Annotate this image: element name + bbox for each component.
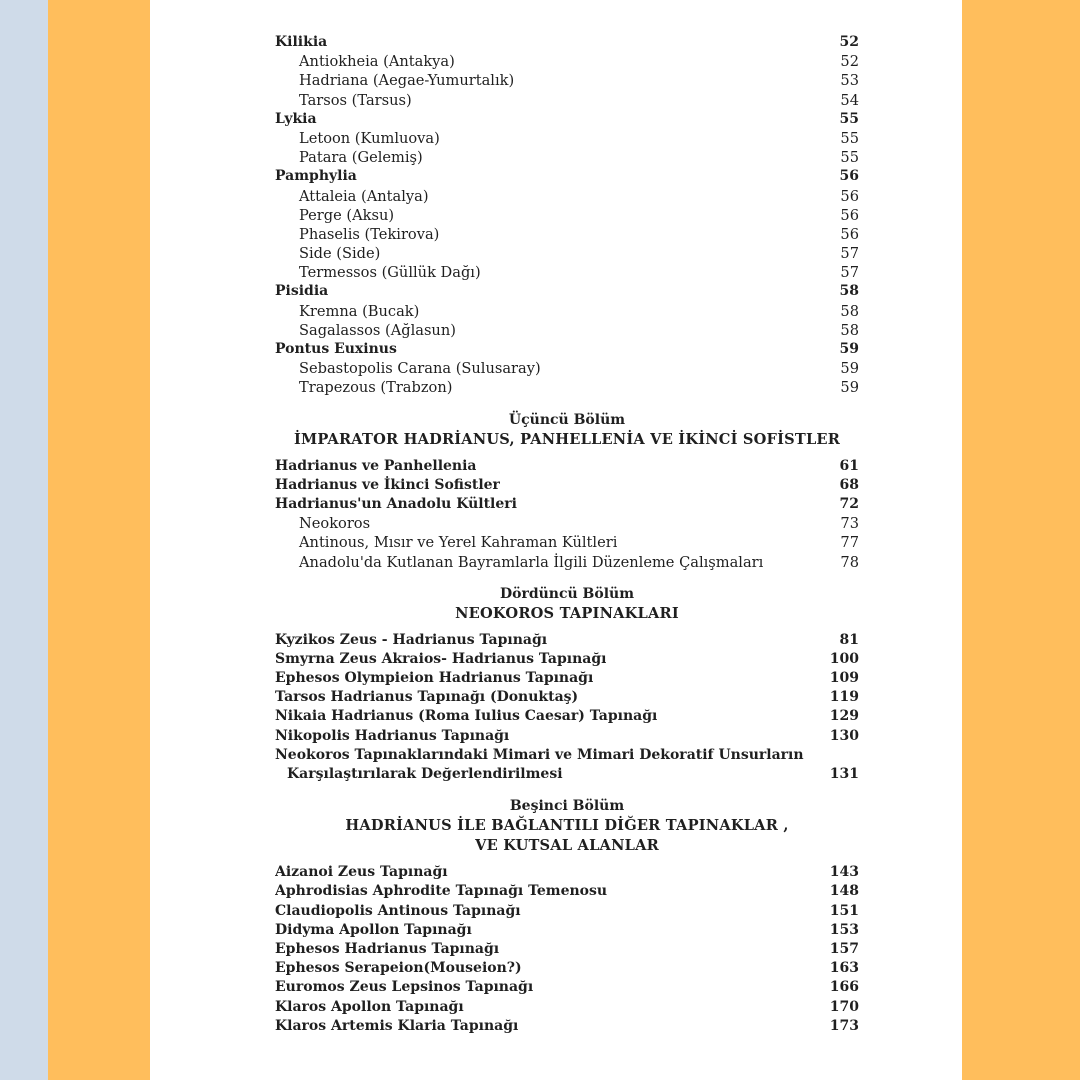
entry-page-number: 166 [829, 979, 859, 996]
toc-subentry[interactable] [275, 514, 859, 533]
entry-page-number: 143 [829, 864, 859, 881]
chapter-title: NEOKOROS TAPINAKLARI [455, 604, 679, 622]
entry-title: Patara (Gelemiş) [299, 149, 423, 167]
entry-title: Sebastopolis Carana (Sulusaray) [299, 360, 541, 378]
entry-title: Didyma Apollon Tapınağı [275, 921, 472, 938]
toc-entry[interactable] [275, 727, 859, 746]
entry-page-number: 81 [839, 631, 859, 648]
entry-title: Neokoros Tapınaklarındaki Mimari ve Mimari Dekoratif Unsurların [275, 746, 804, 763]
entry-title: Klaros Artemis Klaria Tapınağı [275, 1017, 519, 1034]
entry-page-number: 68 [839, 476, 859, 493]
entry-title: Attaleia (Antalya) [299, 187, 429, 205]
toc-subentry[interactable] [275, 225, 859, 244]
entry-title: Perge (Aksu) [299, 206, 395, 224]
chapter-title: İMPARATOR HADRİANUS, PANHELLENİA VE İKİNCİ SOFİSTLER [293, 430, 841, 448]
toc-subentry[interactable] [275, 263, 859, 282]
entry-title: Aizanoi Zeus Tapınağı [275, 864, 448, 881]
entry-page-number: 109 [829, 670, 859, 687]
right-orange-border [962, 0, 1080, 1080]
toc-entry[interactable] [275, 167, 859, 186]
entry-page-number: 131 [829, 766, 859, 782]
toc-entry[interactable] [275, 978, 859, 997]
entry-page-number: 163 [829, 960, 859, 977]
entry-page-number: 55 [839, 110, 859, 127]
toc-entry[interactable] [275, 476, 859, 495]
entry-title: Aphrodisias Aphrodite Tapınağı Temenosu [275, 883, 608, 900]
entry-title: Smyrna Zeus Akraios- Hadrianus Tapınağı [275, 650, 607, 667]
chapter-heading [275, 410, 859, 450]
entry-title: Hadrianus'un Anadolu Kültleri [275, 495, 517, 512]
entry-page-number: 56 [840, 187, 859, 205]
entry-title: Lykia [275, 110, 317, 127]
entry-page-number: 53 [840, 72, 859, 90]
toc-entry[interactable] [275, 902, 859, 921]
entry-page-number: 173 [829, 1017, 859, 1034]
entry-title: Pamphylia [275, 168, 357, 185]
entry-page-number: 170 [829, 998, 859, 1015]
entry-page-number: 52 [840, 53, 859, 71]
entry-page-number: 55 [840, 149, 859, 167]
toc-subentry[interactable] [275, 244, 859, 263]
toc-entry[interactable] [275, 940, 859, 959]
entry-title: Kilikia [275, 34, 328, 50]
toc-entry[interactable] [275, 457, 859, 476]
toc-subentry[interactable] [275, 378, 859, 397]
entry-title: Hadriana (Aegae-Yumurtalık) [299, 72, 515, 90]
entry-page-number: 58 [840, 321, 859, 339]
toc-subentry[interactable] [275, 302, 859, 321]
toc-entry[interactable] [275, 765, 859, 784]
table-of-contents [275, 33, 859, 1036]
toc-entry[interactable] [275, 110, 859, 129]
toc-entry[interactable] [275, 707, 859, 726]
entry-title: Trapezous (Trabzon) [299, 379, 453, 397]
entry-title: Antinous, Mısır ve Yerel Kahraman Kültleri [299, 534, 618, 552]
toc-entry[interactable] [275, 1017, 859, 1036]
toc-entry[interactable] [275, 33, 859, 52]
entry-page-number: 157 [829, 940, 859, 957]
entry-title: Nikaia Hadrianus (Roma Iulius Caesar) Tapınağı [275, 708, 658, 725]
toc-entry[interactable] [275, 631, 859, 650]
toc-subentry[interactable] [275, 359, 859, 378]
entry-title: Tarsos (Tarsus) [299, 91, 412, 109]
entry-title: Kyzikos Zeus - Hadrianus Tapınağı [275, 631, 548, 648]
entry-title: Letoon (Kumluova) [299, 129, 440, 147]
toc-entry[interactable] [275, 746, 859, 765]
entry-page-number: 56 [840, 225, 859, 243]
entry-page-number: 52 [839, 34, 859, 50]
entry-page-number: 57 [840, 264, 859, 282]
toc-entry[interactable] [275, 282, 859, 301]
entry-page-number: 78 [840, 553, 859, 571]
entry-page-number: 72 [839, 495, 859, 512]
entry-title: Tarsos Hadrianus Tapınağı (Donuktaş) [275, 689, 579, 706]
entry-page-number: 129 [829, 708, 859, 725]
entry-title: Antiokheia (Antakya) [299, 53, 455, 71]
entry-title: Pontus Euxinus [275, 341, 397, 357]
entry-page-number: 151 [829, 902, 859, 919]
entry-page-number: 73 [840, 515, 859, 533]
chapter-heading [275, 584, 859, 624]
entry-page-number: 58 [839, 283, 859, 300]
entry-title: Sagalassos (Ağlasun) [299, 321, 456, 339]
toc-subentry[interactable] [275, 91, 859, 110]
toc-entry[interactable] [275, 882, 859, 901]
toc-entry[interactable] [275, 650, 859, 669]
entry-page-number: 77 [840, 534, 859, 552]
entry-page-number: 57 [840, 245, 859, 263]
toc-subentry[interactable] [275, 187, 859, 206]
toc-subentry[interactable] [275, 533, 859, 552]
entry-page-number: 130 [829, 727, 859, 744]
entry-title: Phaselis (Tekirova) [299, 225, 440, 243]
entry-title: Ephesos Serapeion(Mouseion?) [275, 960, 522, 977]
entry-page-number: 148 [829, 883, 859, 900]
toc-entry[interactable] [275, 998, 859, 1017]
left-orange-border [48, 0, 150, 1080]
entry-page-number: 59 [840, 360, 859, 378]
toc-subentry[interactable] [275, 206, 859, 225]
entry-page-number: 54 [840, 91, 859, 109]
entry-page-number: 61 [839, 457, 859, 474]
entry-page-number: 56 [839, 168, 859, 185]
entry-title: Ephesos Olympieion Hadrianus Tapınağı [275, 670, 594, 687]
entry-title: Claudiopolis Antinous Tapınağı [275, 902, 521, 919]
entry-title: Ephesos Hadrianus Tapınağı [275, 940, 500, 957]
entry-title: Nikopolis Hadrianus Tapınağı [275, 727, 510, 744]
entry-title: Side (Side) [299, 245, 381, 263]
entry-title: Hadrianus ve Panhellenia [275, 457, 477, 474]
left-blue-border [0, 0, 48, 1080]
toc-entry[interactable] [275, 669, 859, 688]
toc-subentry[interactable] [275, 129, 859, 148]
chapter-heading [275, 796, 859, 856]
toc-entry[interactable] [275, 863, 859, 882]
entry-title: Neokoros [299, 515, 371, 533]
toc-subentry[interactable] [275, 148, 859, 167]
entry-title: Pisidia [275, 283, 329, 300]
entry-page-number: 59 [840, 379, 859, 397]
toc-subentry[interactable] [275, 321, 859, 340]
entry-title: Kremna (Bucak) [299, 302, 420, 320]
entry-title: Anadolu'da Kutlanan Bayramlarla İlgili Düzenleme Çalışmaları [299, 553, 764, 571]
entry-page-number: 55 [840, 129, 859, 147]
entry-page-number: 56 [840, 206, 859, 224]
toc-subentry[interactable] [275, 52, 859, 71]
entry-page-number: 100 [829, 650, 859, 667]
entry-page-number: 153 [829, 921, 859, 938]
chapter-label: Üçüncü Bölüm [508, 411, 626, 428]
entry-page-number: 58 [840, 302, 859, 320]
chapter-label: Dördüncü Bölüm [499, 585, 635, 602]
toc-entry[interactable] [275, 959, 859, 978]
entry-title: Karşılaştırılarak Değerlendirilmesi [287, 766, 563, 782]
toc-entry[interactable] [275, 688, 859, 707]
chapter-label: Beşinci Bölüm [509, 798, 625, 815]
toc-entry[interactable] [275, 495, 859, 514]
chapter-title: HADRİANUS İLE BAĞLANTILI DİĞER TAPINAKLAR , [345, 817, 789, 835]
entry-page-number: 119 [829, 689, 859, 706]
entry-title: Euromos Zeus Lepsinos Tapınağı [275, 979, 534, 996]
entry-title: Termessos (Güllük Dağı) [299, 264, 481, 282]
entry-title: Klaros Apollon Tapınağı [275, 998, 464, 1015]
entry-page-number: 59 [839, 341, 859, 357]
toc-subentry[interactable] [275, 71, 859, 90]
entry-title: Hadrianus ve İkinci Sofistler [275, 476, 500, 493]
toc-entry[interactable] [275, 340, 859, 359]
toc-subentry[interactable] [275, 553, 859, 572]
toc-entry[interactable] [275, 921, 859, 940]
chapter-title: VE KUTSAL ALANLAR [475, 837, 659, 855]
